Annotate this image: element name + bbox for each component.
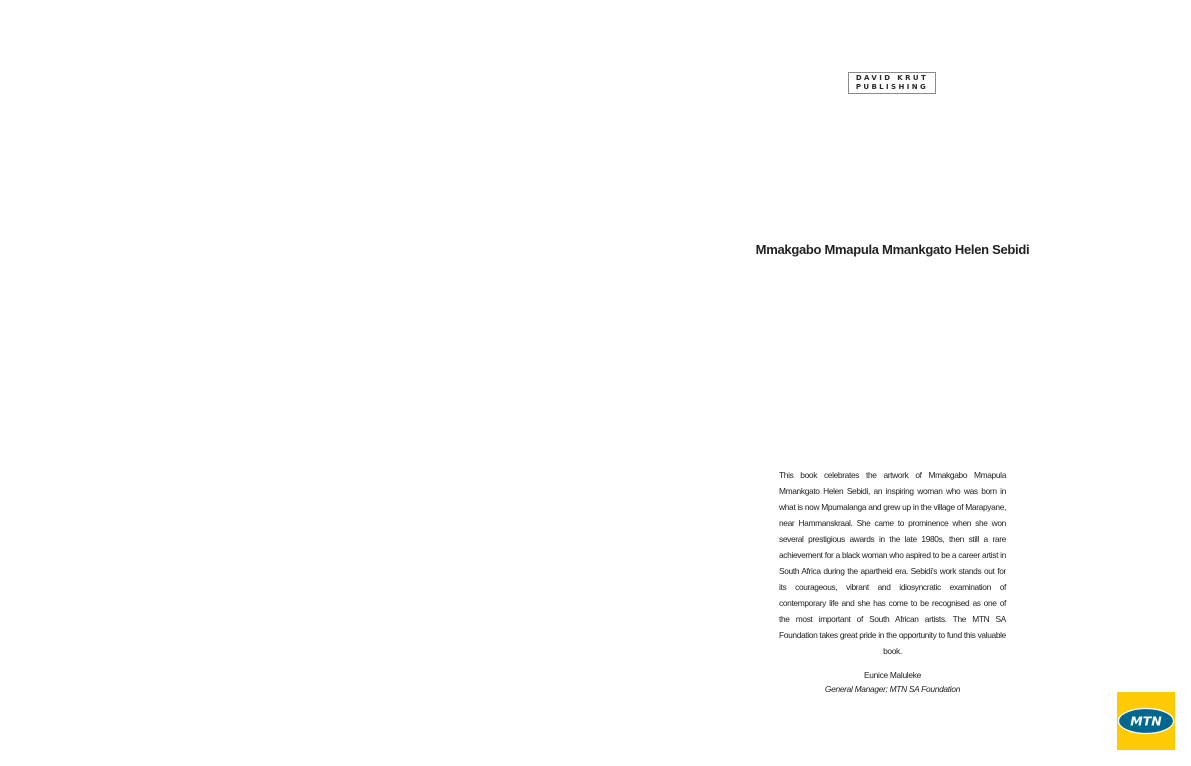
mtn-logo-text: MTN <box>1130 713 1162 729</box>
publisher-name-line2: PUBLISHING <box>855 83 929 91</box>
page-title: Mmakgabo Mmapula Mmankgato Helen Sebidi <box>755 242 1030 257</box>
foreword-text: This book celebrates the artwork of Mmakgabo Mmapula Mmankgato Helen Sebidi, an inspiring woman who was born in what is now Mpumalanga and grew up in the village of Marapyane, near Hammanskraal. She came to prominence when she won several prestigious awards in the late 1980s, then still a rare achievement for a black woman who aspired to be a career artist in South Africa during the apartheid era. Sebidi’s work stands out for its courageous, vibrant and idiosyncratic examination of contemporary life and she has come to be recognised as one of the most important of South African artists. The MTN SA Foundation takes great pride in the opportunity to fund this valuable book. <box>779 470 1006 656</box>
signatory-name: Eunice Maluleke <box>864 670 921 680</box>
signatory-role: General Manager: MTN SA Foundation <box>824 684 961 694</box>
publisher-logo <box>848 72 936 94</box>
publisher-name-line1: DAVID KRUT <box>855 74 929 82</box>
mtn-logo-icon <box>1117 692 1175 750</box>
